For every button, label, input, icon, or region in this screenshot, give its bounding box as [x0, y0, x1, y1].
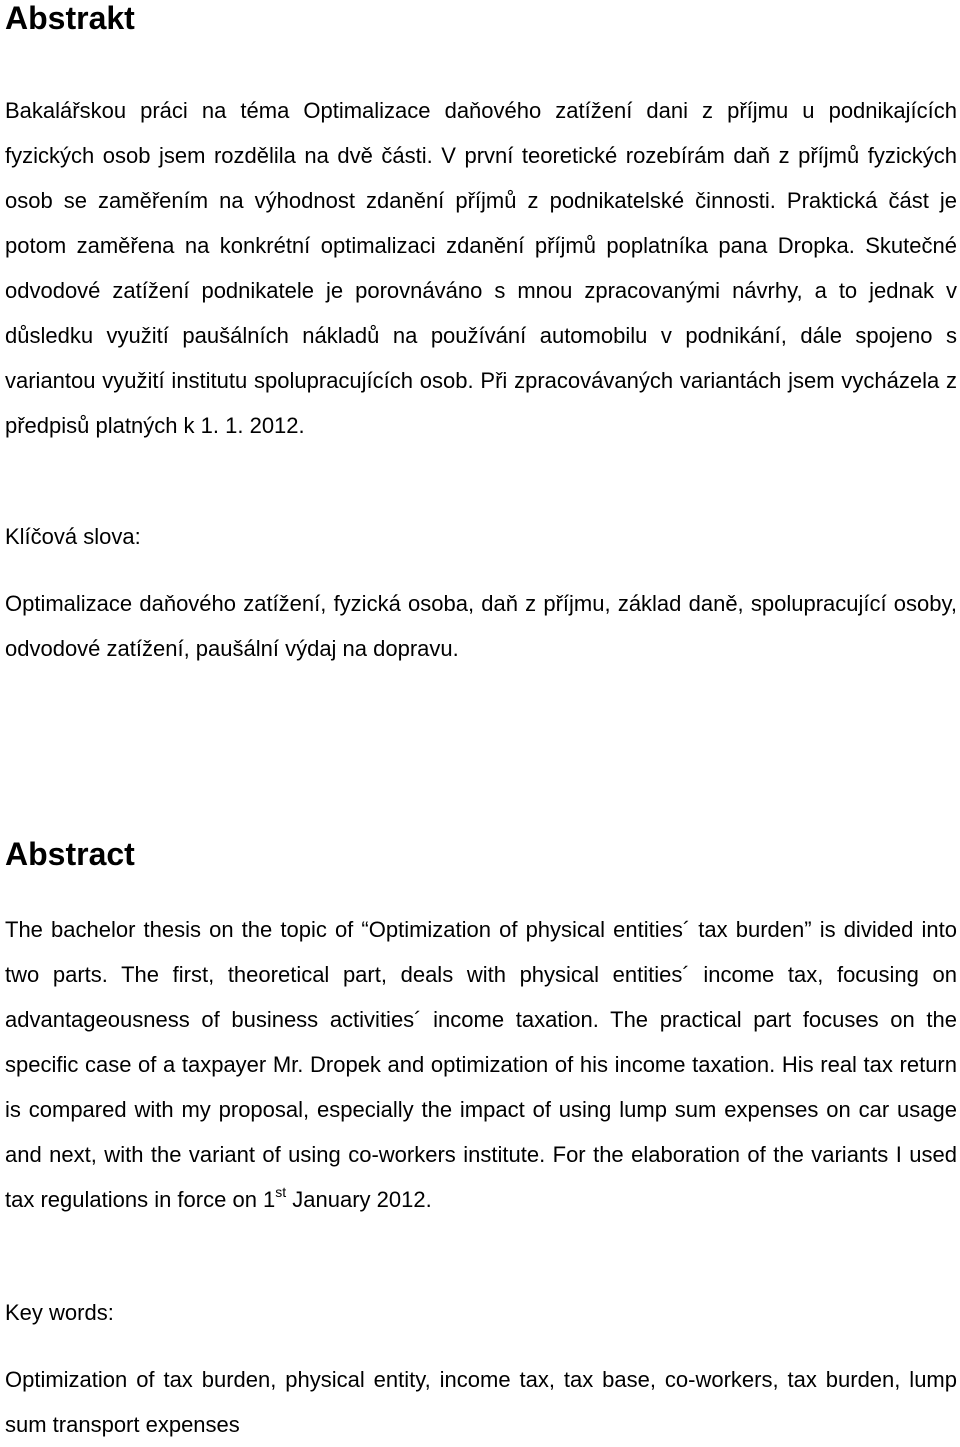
czech-abstract-text: Bakalářskou práci na téma Optimalizace daňového zatížení dani z příjmu u podnikajících fyzických osob jsem rozdělila na dvě části. V první teoretické rozebírám daň z příjmů fyzických osob se zaměřením na výhodnost zdanění příjmů z podnikatelské činnosti. Praktická část je potom zaměřena na konkrétní optimalizaci zdanění příjmů poplatníka pana Dropka. Skutečné odvodové zatížení podnikatele je porovnáváno s mnou zpracovanými návrhy, a to jednak v důsledku využití paušálních nákladů na používání automobilu v podnikání, dále spojeno s variantou využití institutu spolupracujících osob. Při zpracovávaných variantách jsem vycházela z předpisů platných k 1. 1. 2012.: [5, 98, 957, 438]
english-abstract-end: January 2012.: [286, 1187, 432, 1212]
czech-keywords-label: Klíčová slova:: [5, 524, 141, 549]
english-keywords-text: Optimization of tax burden, physical entity, income tax, tax base, co-workers, tax burden, lump sum transport expenses: [5, 1367, 957, 1437]
czech-keywords-text: Optimalizace daňového zatížení, fyzická osoba, daň z příjmu, základ daně, spolupracující osoby, odvodové zatížení, paušální výdaj na dopravu.: [5, 591, 957, 661]
english-abstract-main: The bachelor thesis on the topic of “Optimization of physical entities´ tax burden” is divided into two parts. The first, theoretical part, deals with physical entities´ income tax, focusing on advantageousness of business activities´ income taxation. The practical part focuses on the specific case of a taxpayer Mr. Dropek and optimization of his income taxation. His real tax return is compared with my proposal, especially the impact of using lump sum expenses on car usage and next, with the variant of using co-workers institute. For the elaboration of the variants I used tax regulations in force on 1: [5, 917, 957, 1212]
czech-abstract-heading: Abstrakt: [5, 0, 135, 36]
english-abstract-text: [5, 907, 957, 1222]
english-abstract-heading: Abstract: [5, 836, 135, 872]
ordinal-superscript: st: [275, 1184, 287, 1200]
english-keywords-label: Key words:: [5, 1300, 114, 1325]
